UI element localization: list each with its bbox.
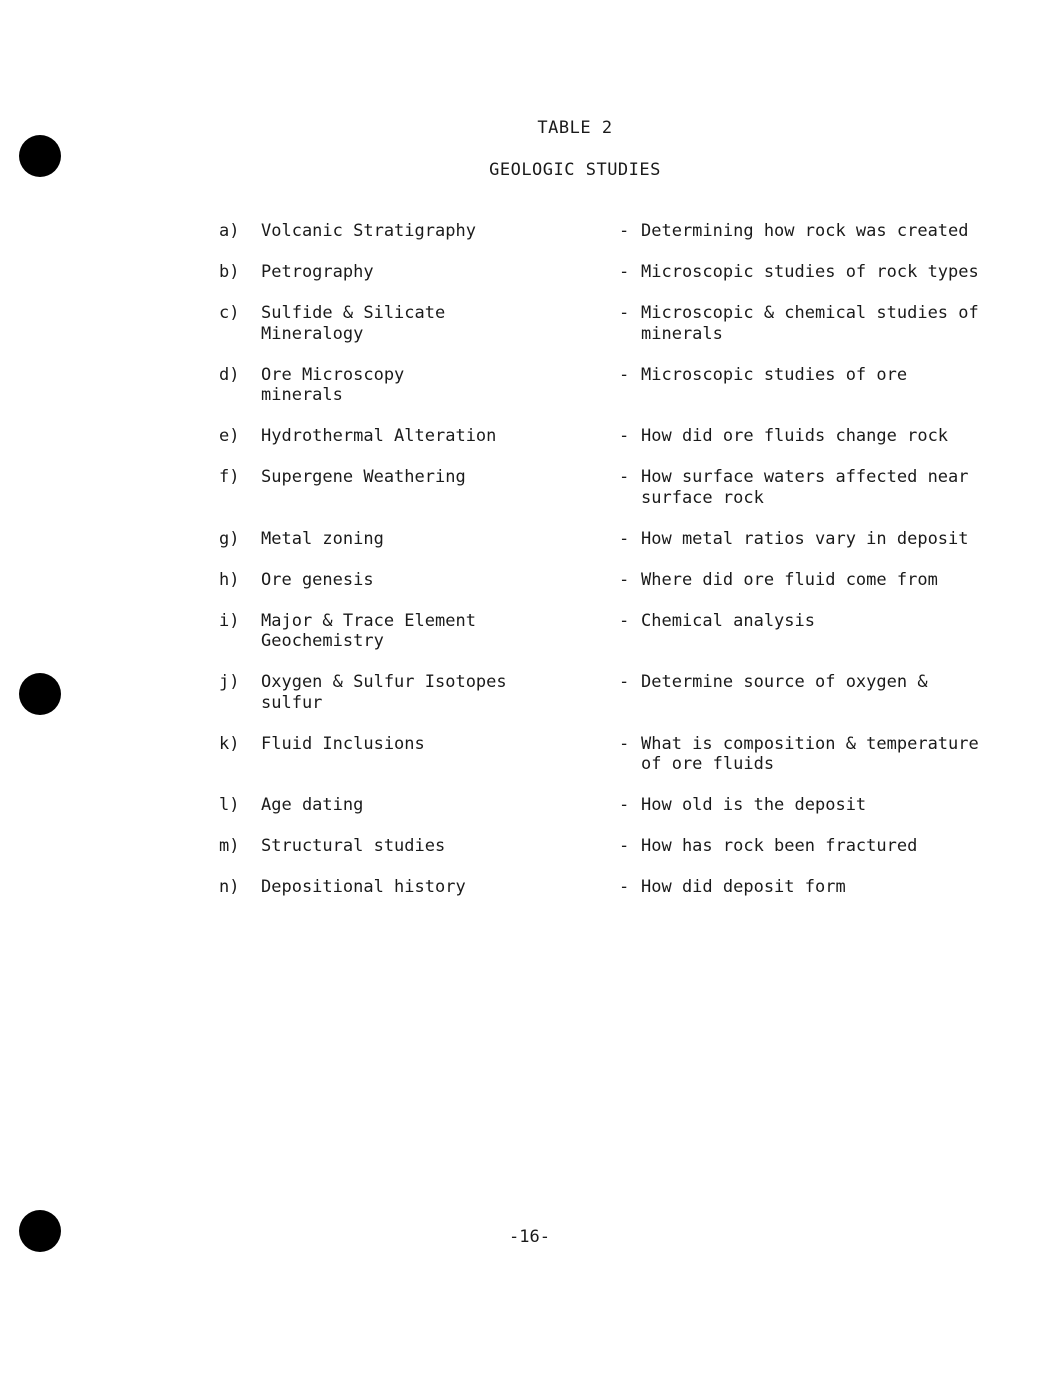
item-dash: - xyxy=(619,426,630,446)
list-item xyxy=(219,672,1019,713)
list-item xyxy=(219,262,1019,283)
item-description: Microscopic studies of ore xyxy=(641,364,908,385)
item-topic: Oxygen & Sulfur Isotopes sulfur xyxy=(261,672,507,713)
list-item xyxy=(219,734,1019,775)
list-item xyxy=(219,221,1019,242)
binder-hole-middle xyxy=(19,673,61,715)
list-item xyxy=(219,795,1019,816)
list-item xyxy=(219,570,1019,591)
item-description: How did ore fluids change rock xyxy=(641,426,949,446)
item-letter: g) xyxy=(219,528,240,549)
item-description: Chemical analysis xyxy=(641,610,815,631)
item-topic: Fluid Inclusions xyxy=(261,733,425,754)
table-title: GEOLOGIC STUDIES xyxy=(489,160,661,180)
item-letter: i) xyxy=(219,610,240,631)
item-letter: a) xyxy=(219,221,240,241)
item-topic: Sulfide & Silicate Mineralogy xyxy=(261,303,446,344)
item-dash: - xyxy=(619,569,630,590)
item-description: What is composition & temperature of ore fluids xyxy=(641,733,979,774)
item-description: How metal ratios vary in deposit xyxy=(641,528,969,549)
item-topic: Ore genesis xyxy=(261,569,374,590)
item-letter: d) xyxy=(219,364,240,385)
item-letter: m) xyxy=(219,836,240,856)
item-description: Where did ore fluid come from xyxy=(641,569,938,590)
list-item xyxy=(219,529,1019,550)
list-item xyxy=(219,365,1019,406)
item-dash: - xyxy=(619,262,630,282)
item-topic: Petrography xyxy=(261,262,374,282)
item-dash: - xyxy=(619,877,630,897)
item-topic: Age dating xyxy=(261,795,364,815)
item-dash: - xyxy=(619,795,630,815)
item-topic: Volcanic Stratigraphy xyxy=(261,221,476,241)
item-letter: j) xyxy=(219,672,240,692)
item-letter: l) xyxy=(219,795,240,815)
item-topic: Supergene Weathering xyxy=(261,467,466,487)
item-letter: c) xyxy=(219,303,240,323)
item-letter: f) xyxy=(219,467,240,487)
item-dash: - xyxy=(619,221,630,241)
list-item xyxy=(219,611,1019,652)
list-item xyxy=(219,467,1019,508)
item-topic: Structural studies xyxy=(261,836,446,856)
item-letter: h) xyxy=(219,569,240,590)
item-topic: Depositional history xyxy=(261,877,466,897)
item-topic: Ore Microscopy minerals xyxy=(261,364,405,405)
studies-list xyxy=(219,221,1019,918)
list-item xyxy=(219,877,1019,898)
table-number: TABLE 2 xyxy=(537,118,613,138)
item-letter: b) xyxy=(219,262,240,282)
item-description: Determining how rock was created xyxy=(641,221,969,241)
item-letter: e) xyxy=(219,426,240,446)
item-description: How old is the deposit xyxy=(641,795,867,815)
item-description: How has rock been fractured xyxy=(641,836,918,856)
item-description: Microscopic & chemical studies of minerals xyxy=(641,303,979,344)
item-dash: - xyxy=(619,467,630,487)
item-dash: - xyxy=(619,364,630,385)
item-dash: - xyxy=(619,733,630,754)
item-topic: Hydrothermal Alteration xyxy=(261,426,497,446)
item-letter: n) xyxy=(219,877,240,897)
item-description: How did deposit form xyxy=(641,877,846,897)
item-topic: Major & Trace Element Geochemistry xyxy=(261,610,476,651)
item-description: How surface waters affected near surface rock xyxy=(641,467,969,508)
item-dash: - xyxy=(619,610,630,631)
list-item xyxy=(219,836,1019,857)
list-item xyxy=(219,426,1019,447)
item-letter: k) xyxy=(219,733,240,754)
list-item xyxy=(219,303,1019,344)
item-dash: - xyxy=(619,836,630,856)
item-topic: Metal zoning xyxy=(261,528,384,549)
item-description: Determine source of oxygen & xyxy=(641,672,928,692)
item-dash: - xyxy=(619,672,630,692)
item-description: Microscopic studies of rock types xyxy=(641,262,979,282)
page-number: -16- xyxy=(509,1227,550,1247)
item-dash: - xyxy=(619,303,630,323)
item-dash: - xyxy=(619,528,630,549)
